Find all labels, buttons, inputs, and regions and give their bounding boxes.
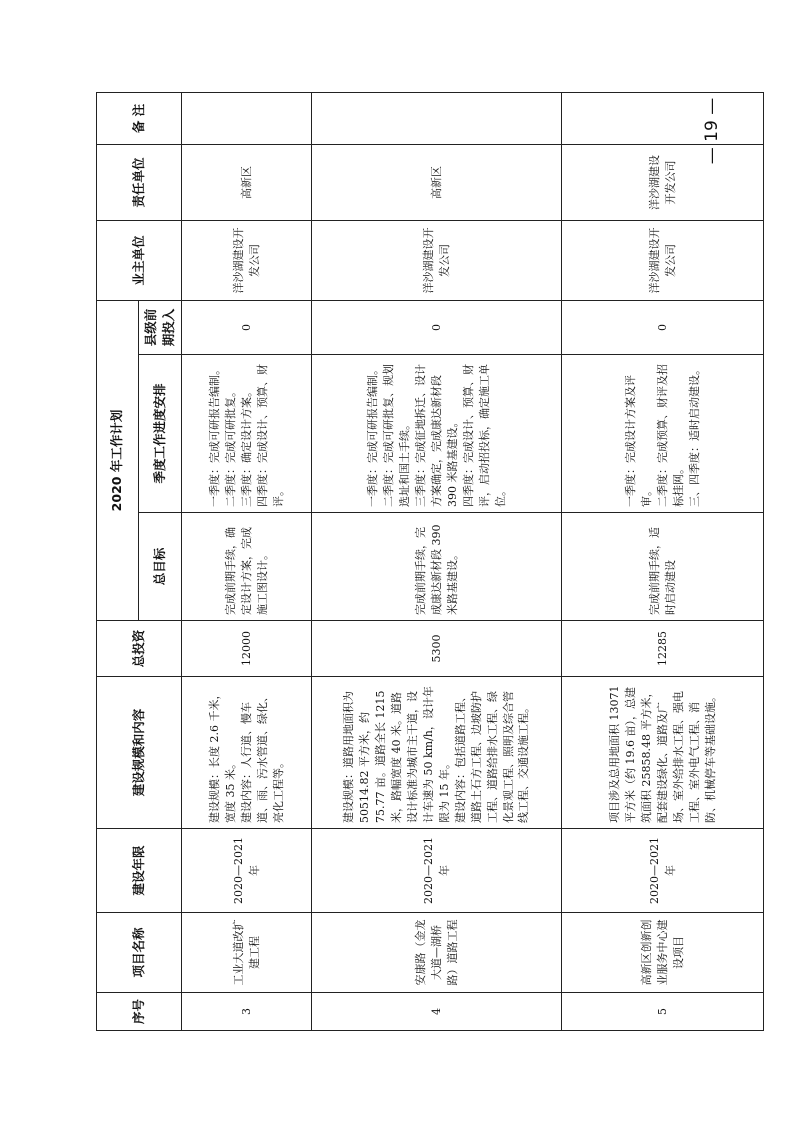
header-seq: 序号 [97, 993, 182, 1031]
cell-remarks [312, 92, 562, 144]
page-number: — 19 — [702, 97, 722, 165]
cell-county-prior: 0 [312, 300, 562, 354]
cell-investment: 5300 [312, 621, 562, 677]
header-plan-group: 2020 年工作计划 [97, 300, 139, 620]
cell-investment: 12000 [182, 621, 312, 677]
cell-scale: 建设规模：长度 2.6 千米，宽度 35 米。 建设内容：人行道、慢车道、雨、污水管道、绿化、亮化工程等。 [182, 677, 312, 829]
table-row [562, 92, 764, 1030]
cell-investment: 12285 [562, 621, 764, 677]
header-county-prior: 县级前期投入 [139, 300, 182, 354]
header-years: 建设年限 [97, 829, 182, 913]
cell-years: 2020—2021 年 [182, 829, 312, 913]
header-row-1 [97, 92, 139, 1030]
cell-seq: 4 [312, 993, 562, 1031]
cell-county-prior: 0 [562, 300, 764, 354]
cell-years: 2020—2021 年 [562, 829, 764, 913]
rotated-table-wrapper [96, 93, 760, 1031]
cell-remarks [182, 92, 312, 144]
header-owner: 业主单位 [97, 220, 182, 300]
cell-quarterly: 一季度：完成可研报告编制。 二季度：完成可研批复。 三季度：确定设计方案。 四季度：完成设计、预算、财评。 [182, 355, 312, 513]
cell-seq: 5 [562, 993, 764, 1031]
table-row [182, 92, 312, 1030]
cell-name: 高新区创新创业服务中心建设项目 [562, 913, 764, 993]
cell-owner: 洋沙湖建设开发公司 [182, 220, 312, 300]
header-scale: 建设规模和内容 [97, 677, 182, 829]
cell-scale: 项目涉及总用地面积 13071 平方米（约 19.6 亩），总建筑面积 25858.48 平方米，配套建设绿化、道路及广场、室外给排水工程、强电工程、室外电气工程、消防、机械停车等基础设施。 [562, 677, 764, 829]
project-plan-table [96, 92, 764, 1031]
cell-seq: 3 [182, 993, 312, 1031]
cell-owner: 洋沙湖建设开发公司 [312, 220, 562, 300]
cell-name: 工业大道改扩建工程 [182, 913, 312, 993]
header-remarks: 备 注 [97, 92, 182, 144]
header-quarterly: 季度工作进度安排 [139, 355, 182, 513]
cell-name: 安康路（金龙大道—湖桥路）道路工程 [312, 913, 562, 993]
header-responsible: 责任单位 [97, 144, 182, 220]
cell-quarterly: 一季度：完成设计方案及评审。 二季度：完成预算、财评及招标挂网。 三、四季度：适时启动建设。 [562, 355, 764, 513]
cell-responsible: 高新区 [182, 144, 312, 220]
cell-goal: 完成前期手续，适时启动建设 [562, 513, 764, 621]
cell-responsible: 高新区 [312, 144, 562, 220]
header-goal: 总目标 [139, 513, 182, 621]
table-row [312, 92, 562, 1030]
cell-owner: 洋沙湖建设开发公司 [562, 220, 764, 300]
cell-responsible: 洋沙湖建设开发公司 [562, 144, 764, 220]
cell-goal: 完成前期手续，完成康达新材段 390 米路基建设。 [312, 513, 562, 621]
cell-quarterly: 一季度：完成可研报告编制。 二季度：完成可研批复、规划选址和国土手续。 三季度：完成征地拆迁、设计方案确定，完成康达新材段 390 米路基建设。 四季度：完成设计、预算、财评，启动招投标，确定施工单位。 [312, 355, 562, 513]
header-investment: 总投资 [97, 621, 182, 677]
cell-scale: 建设规模：道路用地面积为 50514.82 平方米，约 75.77 亩。道路全长 1215 米，路幅宽度 40 米。道路设计标准为城市主干道，设计车速为 50 km/h，设计年限为 15 年。 建设内容：包括道路工程、道路土石方工程、边坡防护工程、道路给排水工程、绿化景观工程、照明及综合管线工程、交通设施工程。 [312, 677, 562, 829]
cell-county-prior: 0 [182, 300, 312, 354]
header-name: 项目名称 [97, 913, 182, 993]
cell-goal: 完成前期手续，确定设计方案，完成施工图设计。 [182, 513, 312, 621]
cell-years: 2020—2021 年 [312, 829, 562, 913]
